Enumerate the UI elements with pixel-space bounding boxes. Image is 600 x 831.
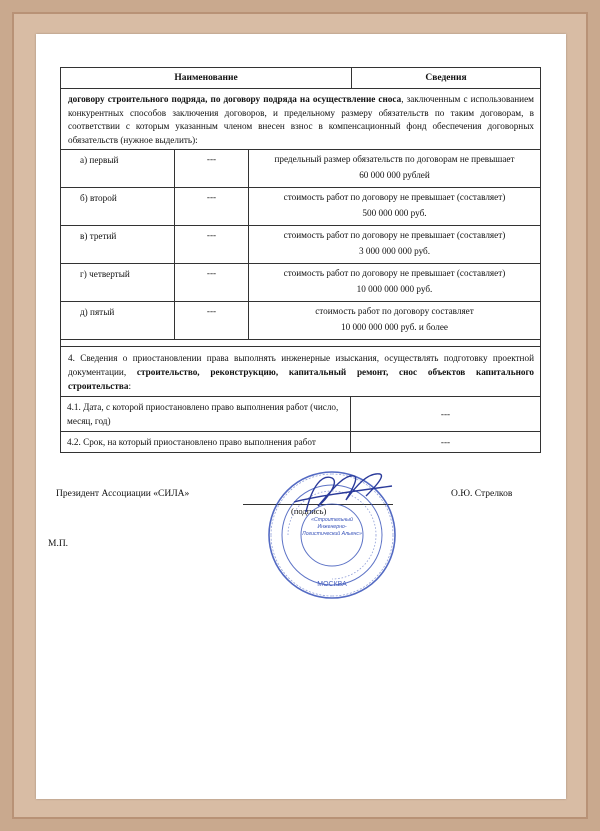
suspension-date-value: ---: [440, 409, 451, 420]
signer-position: Президент Ассоциации «СИЛА»: [56, 489, 190, 499]
option-label: б) второй: [80, 193, 117, 204]
section-4-text: [61, 347, 540, 396]
option-label: г) четвертый: [80, 269, 130, 280]
header-info: Сведения: [425, 73, 467, 83]
option-label: в) третий: [80, 231, 117, 242]
option-line2: 10 000 000 000 руб.: [356, 284, 433, 295]
suspension-term-row: [61, 431, 540, 452]
table-header: [60, 67, 541, 89]
option-line2: 10 000 000 000 руб. и более: [340, 322, 449, 333]
section-4: [60, 347, 541, 453]
signature-caption: (подпись): [291, 506, 327, 516]
document-page: [36, 34, 566, 799]
option-line1: предельный размер обязательств по договорам не превышает: [274, 154, 515, 165]
signer-name: О.Ю. Стрелков: [451, 489, 513, 499]
level-options: [61, 149, 540, 346]
option-mark: ---: [174, 302, 249, 339]
option-text: [249, 302, 540, 339]
option-line1: стоимость работ по договору составляет: [315, 306, 474, 317]
option-row: [61, 301, 540, 340]
section-3-rest: , заключенным с использованием конкурентных способов заключения договоров, и предельному размеру обязательств по таким договорам, в соответствии с которым указанным членом внесен взнос в компенсационный фонд обеспечения договорных обязательств (нужное выделить):: [68, 94, 534, 145]
option-text: [249, 150, 540, 187]
header-name: Наименование: [61, 68, 352, 88]
option-text: [249, 264, 540, 301]
option-label: д) пятый: [80, 307, 115, 318]
option-row: [61, 225, 540, 263]
option-mark: ---: [174, 264, 249, 301]
stamp-center-text: «Строительный Инженерно-Логистический Альянс»: [302, 517, 362, 537]
section-3-bold: договору строительного подряда, по договору подряда на осуществление сноса: [68, 94, 402, 104]
suspension-date-label: 4.1. Дата, с которой приостановлено право выполнения работ (число, месяц, год): [61, 397, 351, 431]
option-line2: 60 000 000 рублей: [359, 170, 430, 181]
section-4-suffix: :: [128, 381, 132, 392]
option-line2: 3 000 000 000 руб.: [358, 246, 431, 257]
option-text: [249, 188, 540, 225]
section-3-text: [61, 89, 540, 149]
option-line1: стоимость работ по договору не превышает (составляет): [283, 268, 506, 279]
option-line1: стоимость работ по договору не превышает (составляет): [283, 192, 506, 203]
option-mark: ---: [174, 226, 249, 263]
option-label: а) первый: [80, 155, 119, 166]
handwritten-signature: [288, 466, 398, 518]
option-row: [61, 187, 540, 225]
stamp-city: МОСКВА: [317, 581, 347, 588]
option-line1: стоимость работ по договору не превышает (составляет): [283, 230, 506, 241]
option-line2: 500 000 000 руб.: [362, 208, 427, 219]
option-text: [249, 226, 540, 263]
section-3: [60, 89, 541, 347]
stamp-place-label: М.П.: [48, 539, 69, 549]
option-row: [61, 263, 540, 301]
option-row: [61, 149, 540, 187]
info-table: [60, 67, 541, 453]
suspension-term-label: 4.2. Срок, на который приостановлено право выполнения работ: [61, 432, 351, 452]
suspension-date-row: [61, 396, 540, 431]
section-4-bold: строительство, реконструкцию, капитальный ремонт, снос объектов капитального строительства: [68, 367, 534, 392]
section-4-prefix: 4. Сведения о приостановлении права выполнять инженерные изыскания, осуществлять подготовку проектной документации,: [68, 353, 534, 378]
option-mark: ---: [174, 150, 249, 187]
option-mark: ---: [174, 188, 249, 225]
suspension-term-value: ---: [440, 437, 451, 448]
